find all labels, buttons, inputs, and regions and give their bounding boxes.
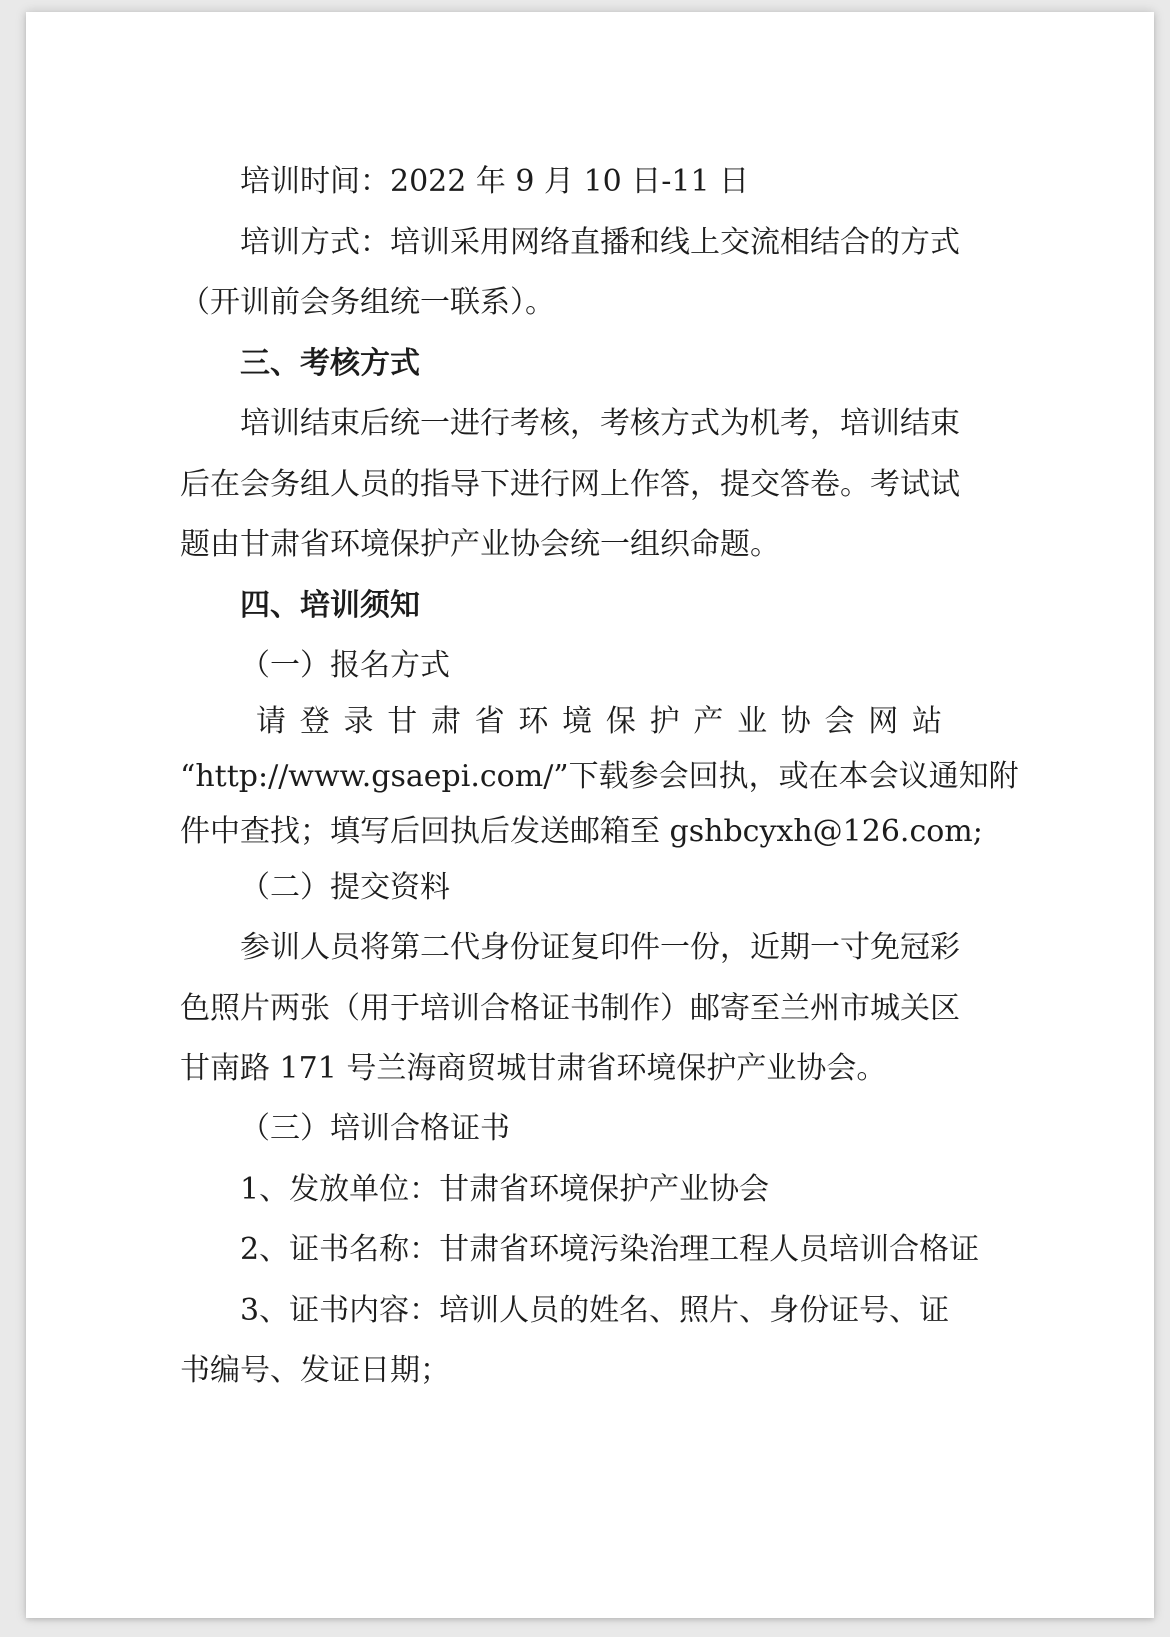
document-page xyxy=(26,12,1154,1618)
list-item: 2、证书名称：甘肃省环境污染治理工程人员培训合格证 xyxy=(240,1232,980,1267)
training-method-continuation: （开训前会务组统一联系）。 xyxy=(180,285,555,320)
email-line: 件中查找；填写后回执后发送邮箱至 gshbcyxh@126.com; xyxy=(180,814,983,849)
paragraph-line: 参训人员将第二代身份证复印件一份，近期一寸免冠彩 xyxy=(240,930,960,965)
paragraph-line: 后在会务组人员的指导下进行网上作答，提交答卷。考试试 xyxy=(180,467,960,502)
subheading-certificate: （三）培训合格证书 xyxy=(240,1111,510,1146)
training-time-line: 培训时间：2022 年 9 月 10 日-11 日 xyxy=(240,164,750,199)
website-line: “http://www.gsaepi.com/”下载参会回执，或在本会议通知附 xyxy=(180,759,1019,794)
paragraph-line: 甘南路 171 号兰海商贸城甘肃省环境保护产业协会。 xyxy=(180,1051,887,1086)
paragraph-line: 培训结束后统一进行考核，考核方式为机考，培训结束 xyxy=(240,406,960,441)
subheading-registration: （一）报名方式 xyxy=(240,648,450,683)
section-heading-assessment: 三、考核方式 xyxy=(240,346,420,381)
section-heading-notice: 四、培训须知 xyxy=(240,588,420,623)
subheading-materials: （二）提交资料 xyxy=(240,870,450,905)
list-item-continuation: 书编号、发证日期； xyxy=(180,1353,450,1388)
training-method-line: 培训方式：培训采用网络直播和线上交流相结合的方式 xyxy=(240,225,960,260)
list-item: 1、发放单位：甘肃省环境保护产业协会 xyxy=(240,1172,770,1207)
paragraph-line: 色照片两张（用于培训合格证书制作）邮寄至兰州市城关区 xyxy=(180,991,960,1026)
list-item: 3、证书内容：培训人员的姓名、照片、身份证号、证 xyxy=(240,1293,950,1328)
paragraph-line: 请登录甘肃省环境保护产业协会网站 xyxy=(256,704,942,739)
paragraph-line: 题由甘肃省环境保护产业协会统一组织命题。 xyxy=(180,527,780,562)
